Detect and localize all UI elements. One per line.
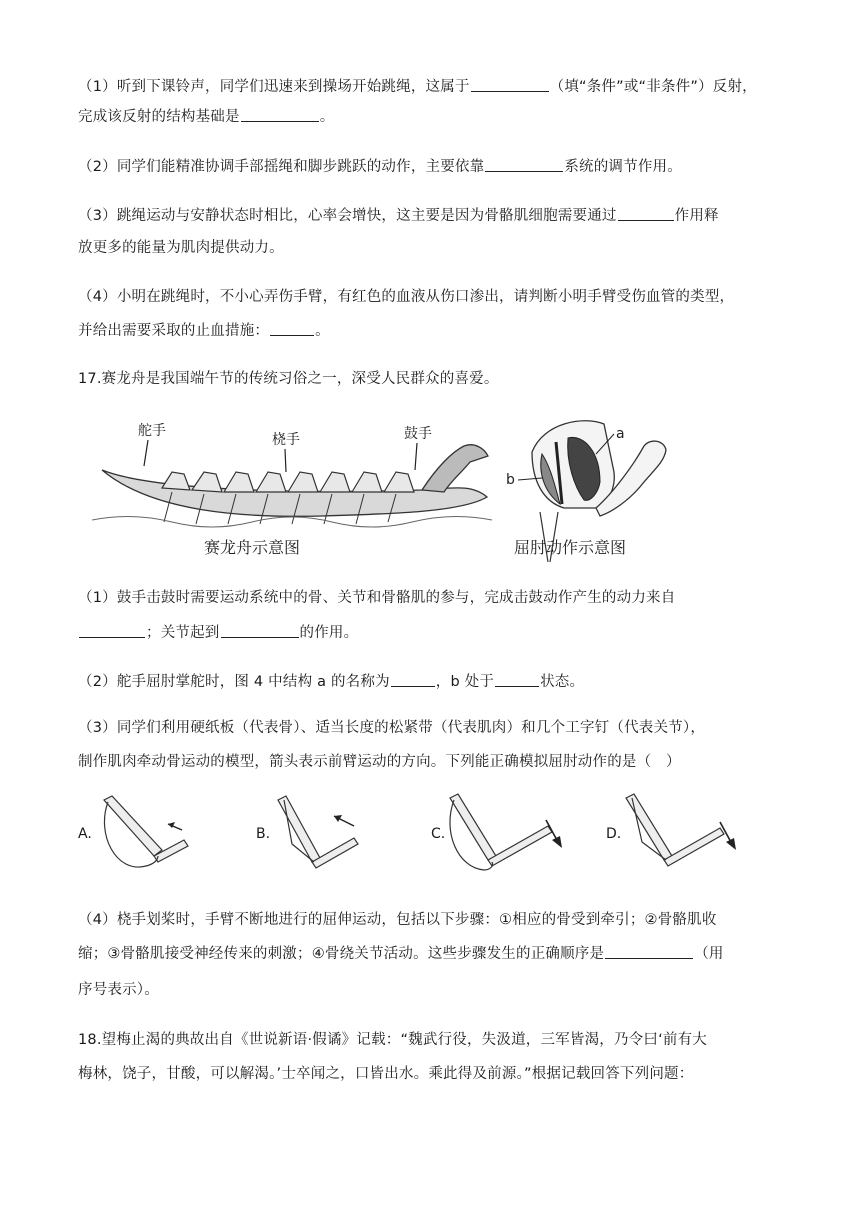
caption-dragon-boat: 赛龙舟示意图 <box>204 538 301 557</box>
label-b: b <box>506 472 515 488</box>
option-b-model[interactable] <box>270 794 370 880</box>
q17-part1-line2 <box>78 623 358 643</box>
q17-part3-line1 <box>78 718 705 738</box>
q17-p4-text-b: 缩；③骨骼肌接受神经传来的刺激；④骨绕关节活动。这些步骤发生的正确顺序是 <box>78 946 605 962</box>
q17-p3-text-a: （3）同学们利用硬纸板（代表骨）、适当长度的松紧带（代表肌肉）和几个工字钉（代表关节）， <box>78 720 706 736</box>
q17-p2-text-b: ，b 处于 <box>435 674 495 690</box>
q17-p3-text-b: 制作肌肉牵动骨运动的模型，箭头表示前臂运动的方向。下列能正确模拟屈肘动作的是（ ） <box>78 754 681 770</box>
q17-part4-line2 <box>78 944 724 964</box>
label-a: a <box>616 426 625 442</box>
q17-part3-line2 <box>78 752 681 772</box>
q16-part1-line1 <box>78 77 757 97</box>
q16-p1-text-c: 完成该反射的结构基础是 <box>78 109 240 125</box>
q17-p1-text-b: ；关节起到 <box>146 625 220 641</box>
q18-text-1: 18.望梅止渴的典故出自《世说新语·假谲》记载：“魏武行役，失汲道，三军皆渴，乃令曰‘前有大 <box>78 1032 707 1048</box>
q17-p4-text-c: （用 <box>694 946 724 962</box>
option-a-label[interactable]: A. <box>78 826 92 842</box>
q16-part3-line1 <box>78 206 719 226</box>
q17-title-text: 17.赛龙舟是我国端午节的传统习俗之一，深受人民群众的喜爱。 <box>78 371 499 387</box>
answer-blank[interactable] <box>391 672 435 687</box>
q16-p3-text-a: （3）跳绳运动与安静状态时相比，心率会增快，这主要是因为骨骼肌细胞需要通过 <box>78 208 617 224</box>
q17-p4-text-a: （4）桡手划桨时，手臂不断地进行的屈伸运动，包括以下步骤：①相应的骨受到牵引；②骨骼肌收 <box>78 912 717 928</box>
q16-part1-line2 <box>78 107 334 127</box>
answer-blank[interactable] <box>241 107 319 122</box>
q17-p2-text-c: 状态。 <box>540 674 585 690</box>
dragon-boat-figure <box>92 412 502 562</box>
q17-p4-text-d: 序号表示）。 <box>78 982 159 998</box>
q16-p2-text-b: 系统的调节作用。 <box>564 159 682 175</box>
q17-title <box>78 369 499 389</box>
q16-part2 <box>78 157 682 177</box>
q16-p2-text-a: （2）同学们能精准协调手部摇绳和脚步跳跃的动作，主要依靠 <box>78 159 485 175</box>
q17-part2 <box>78 672 584 692</box>
q17-part4-line3 <box>78 980 159 1000</box>
q18-line2 <box>78 1064 693 1084</box>
answer-blank[interactable] <box>270 321 314 336</box>
q17-p2-text-a: （2）舵手屈肘掌舵时，图 4 中结构 a 的名称为 <box>78 674 390 690</box>
elbow-flexion-figure <box>504 412 684 562</box>
q16-p1-text-a: （1）听到下课铃声，同学们迅速来到操场开始跳绳，这属于 <box>78 79 470 95</box>
q18-line1 <box>78 1030 707 1050</box>
q16-part4-line1 <box>78 287 734 307</box>
option-c-model[interactable] <box>444 792 574 882</box>
answer-blank[interactable] <box>485 157 563 172</box>
q16-p4-text-c: 。 <box>315 323 330 339</box>
q16-p3-text-c: 放更多的能量为肌肉提供动力。 <box>78 240 284 256</box>
label-duoshou: 舵手 <box>138 423 166 439</box>
answer-blank[interactable] <box>221 623 299 638</box>
q16-p3-text-b: 作用释 <box>674 208 719 224</box>
option-b-label[interactable]: B. <box>256 826 271 842</box>
answer-blank[interactable] <box>605 944 693 959</box>
q17-part1-line1 <box>78 588 675 608</box>
answer-blank[interactable] <box>79 623 145 638</box>
q16-p4-text-a: （4）小明在跳绳时，不小心弄伤手臂，有红色的血液从伤口渗出，请判断小明手臂受伤血管的类型， <box>78 289 735 305</box>
q16-part3-line2 <box>78 238 284 258</box>
q17-p1-text-c: 的作用。 <box>299 625 359 641</box>
q17-p1-text-a: （1）鼓手击鼓时需要运动系统中的骨、关节和骨骼肌的参与，完成击鼓动作产生的动力来自 <box>78 590 676 606</box>
label-naoshou: 桡手 <box>272 432 300 448</box>
option-d-model[interactable] <box>620 792 750 882</box>
label-gushou: 鼓手 <box>404 426 432 442</box>
q16-p4-text-b: 并给出需要采取的止血措施： <box>78 323 270 339</box>
q16-p1-text-b: （填“条件”或“非条件”）反射， <box>549 79 757 95</box>
option-a-model[interactable] <box>96 794 192 880</box>
q16-p1-text-d: 。 <box>319 109 335 125</box>
q17-part4-line1 <box>78 910 717 930</box>
answer-blank[interactable] <box>618 206 674 221</box>
answer-blank[interactable] <box>495 672 539 687</box>
q16-part4-line2 <box>78 321 330 341</box>
answer-blank[interactable] <box>471 77 549 92</box>
option-c-label[interactable]: C. <box>431 826 446 842</box>
option-d-label[interactable]: D. <box>606 826 622 842</box>
q18-text-2: 梅林，饶子，甘酸，可以解渴。’士卒闻之，口皆出水。乘此得及前源。”根据记载回答下列问题： <box>78 1066 694 1082</box>
caption-elbow-flexion: 屈肘动作示意图 <box>514 538 627 557</box>
